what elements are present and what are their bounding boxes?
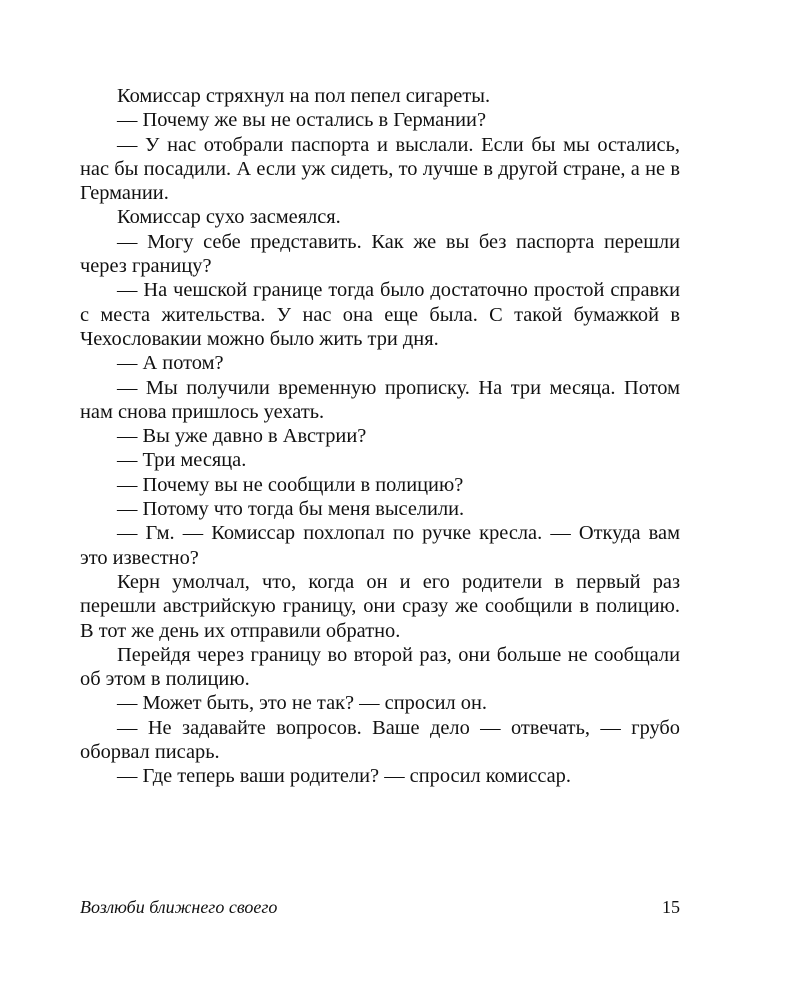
page-footer xyxy=(80,896,680,918)
paragraph: — Почему же вы не остались в Германии? xyxy=(117,109,487,132)
paragraph: — А потом? xyxy=(117,352,224,375)
paragraph: — Вы уже давно в Австрии? xyxy=(117,425,367,448)
paragraph: Керн умолчал, что, когда он и его родители в первый раз перешли австрийскую границу, они сразу же сообщили в полицию. В тот же день их отправили обратно. xyxy=(80,570,680,642)
paragraph: — У нас отобрали паспорта и выслали. Если бы мы остались, нас бы посадили. А если уж сидеть, то лучше в другой стране, а не в Германии. xyxy=(80,133,680,205)
paragraph: — Три месяца. xyxy=(117,449,247,472)
paragraph: — На чешской границе тогда было достаточно простой справки с места жительства. У нас она еще была. С такой бумажкой в Чехословакии можно было жить три дня. xyxy=(80,279,680,350)
paragraph: — Не задавайте вопросов. Ваше дело — отвечать, — грубо оборвал писарь. xyxy=(80,716,680,764)
paragraph: — Гм. — Комиссар похлопал по ручке кресла. — Откуда вам это известно? xyxy=(80,522,680,569)
paragraph: Комиссар стряхнул на пол пепел сигареты. xyxy=(117,85,491,107)
page-body xyxy=(80,84,680,789)
paragraph: — Могу себе представить. Как же вы без паспорта перешли через границу? xyxy=(80,230,680,278)
paragraph: — Почему вы не сообщили в полицию? xyxy=(117,473,464,496)
page-number: 15 xyxy=(662,897,680,917)
paragraph: Перейдя через границу во второй раз, они больше не сообщали об этом в полицию. xyxy=(80,643,680,691)
paragraph: Комиссар сухо засмеялся. xyxy=(117,206,341,229)
running-title: Возлюби ближнего своего xyxy=(80,897,278,917)
paragraph: — Может быть, это не так? — спросил он. xyxy=(117,692,487,715)
paragraph: — Мы получили временную прописку. На три месяца. Потом нам снова пришлось уехать. xyxy=(80,376,680,423)
paragraph: — Где теперь ваши родители? — спросил комиссар. xyxy=(117,765,571,788)
paragraph: — Потому что тогда бы меня выселили. xyxy=(117,498,465,521)
